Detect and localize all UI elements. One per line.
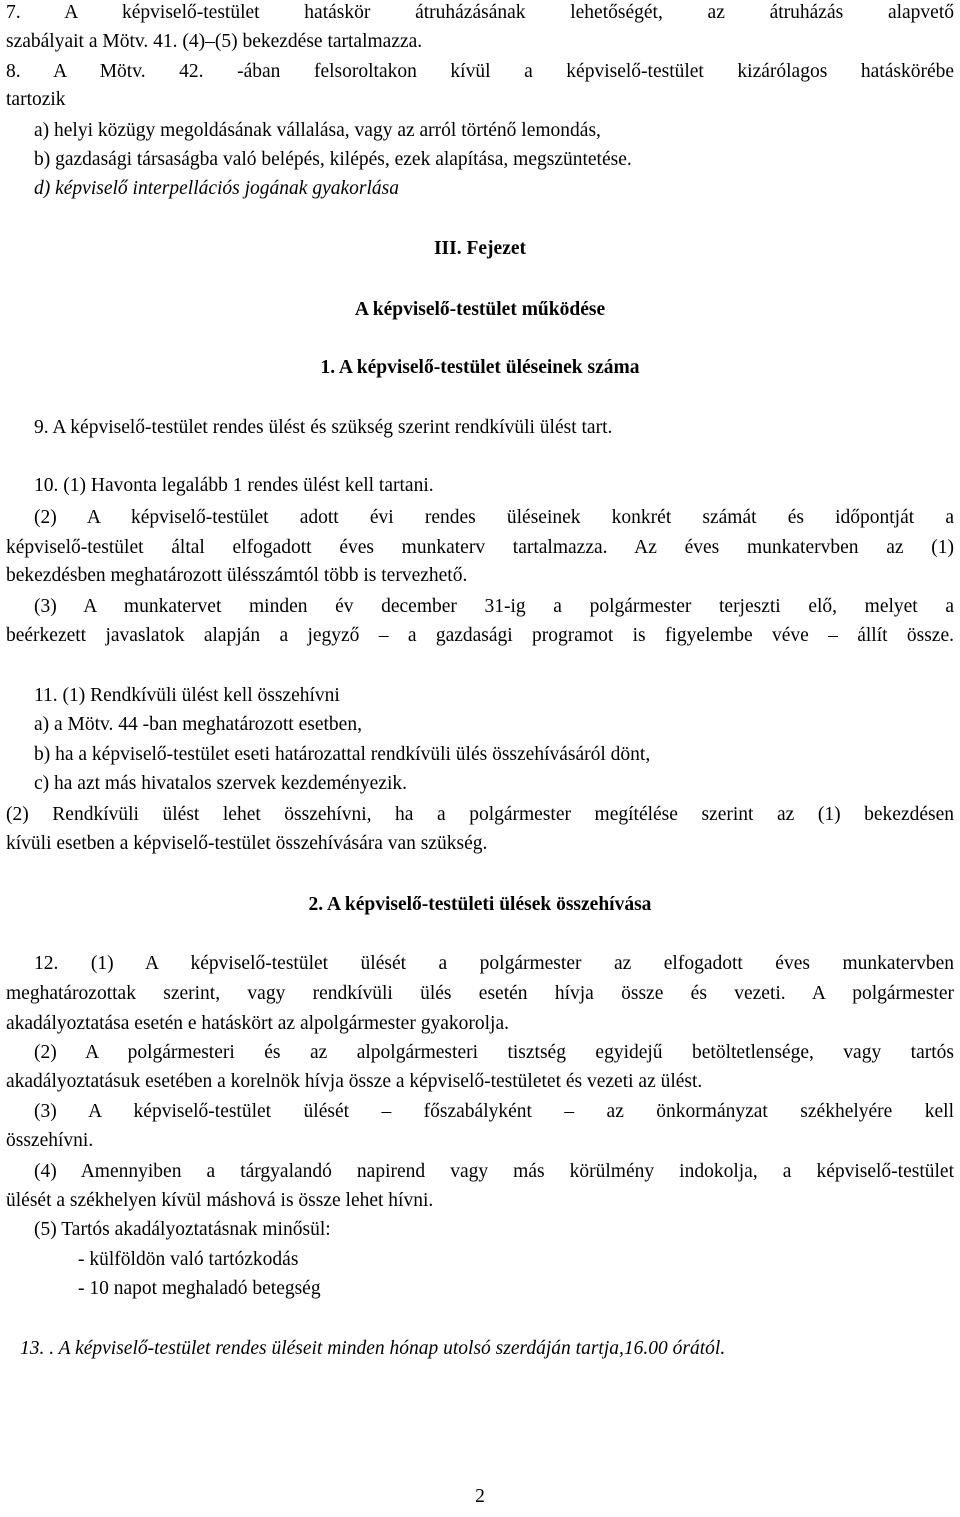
text-line: szabályait a Mötv. 41. (4)–(5) bekezdése tartalmazza.: [6, 31, 423, 52]
text-line: képviselő-testület által elfogadott éves munkaterv tartalmazza. Az éves munkatervben az (1): [6, 537, 954, 558]
text-line: összehívni.: [6, 1130, 94, 1151]
text-line: (4) Amennyiben a tárgyalandó napirend vagy más körülmény indokolja, a képviselő-testület: [34, 1161, 954, 1182]
text-line: (3) A munkatervet minden év december 31-ig a polgármester terjeszti elő, melyet a: [34, 596, 954, 617]
text-line: a) a Mötv. 44 -ban meghatározott esetben,: [34, 714, 362, 735]
text-line: (2) A képviselő-testület adott évi rendes üléseinek konkrét számát és időpontját a: [34, 507, 954, 528]
list-item: - külföldön való tartózkodás: [78, 1249, 299, 1270]
text-line: 10. (1) Havonta legalább 1 rendes ülést kell tartani.: [34, 475, 434, 496]
text-line: akadályoztatása esetén e hatáskört az alpolgármester gyakorolja.: [6, 1013, 509, 1034]
text-line: 13. . A képviselő-testület rendes üléseit minden hónap utolsó szerdáján tartja,16.00 órától.: [20, 1338, 726, 1359]
chapter-title: A képviselő-testület működése: [354, 299, 606, 320]
text-line: a) helyi közügy megoldásának vállalása, vagy az arról történő lemondás,: [34, 120, 601, 141]
text-line: beérkezett javaslatok alapján a jegyző – a gazdasági programot is figyelembe véve – állít össze.: [6, 625, 954, 646]
page-number: 2: [475, 1486, 485, 1507]
list-item: - 10 napot meghaladó betegség: [78, 1278, 321, 1299]
text-line: c) ha azt más hivatalos szervek kezdeményezik.: [34, 773, 408, 794]
text-line: meghatározottak szerint, vagy rendkívüli ülés esetén hívja össze és vezeti. A polgármester: [6, 983, 954, 1004]
text-line: 8. A Mötv. 42. -ában felsoroltakon kívül a képviselő-testület kizárólagos hatáskörébe: [6, 61, 954, 82]
text-line: (2) A polgármesteri és az alpolgármesteri tisztség egyidejű betöltetlensége, vagy tartós: [34, 1042, 954, 1063]
text-line: (2) Rendkívüli ülést lehet összehívni, ha a polgármester megítélése szerint az (1) bekezdésen: [6, 804, 954, 825]
text-line: bekezdésben meghatározott ülésszámtól több is tervezhető.: [6, 565, 468, 586]
chapter-heading: III. Fejezet: [433, 238, 527, 259]
text-line: d) képviselő interpellációs jogának gyakorlása: [34, 178, 399, 199]
text-line: 9. A képviselő-testület rendes ülést és szükség szerint rendkívüli ülést tart.: [34, 417, 613, 438]
text-line: 11. (1) Rendkívüli ülést kell összehívni: [34, 685, 340, 706]
text-line: kívüli esetben a képviselő-testület összehívására van szükség.: [6, 833, 488, 854]
section-heading: 2. A képviselő-testületi ülések összehívása: [308, 894, 652, 915]
section-heading: 1. A képviselő-testület üléseinek száma: [320, 357, 640, 378]
text-line: (3) A képviselő-testület ülését – főszabályként – az önkormányzat székhelyére kell: [34, 1101, 954, 1122]
text-line: 7. A képviselő-testület hatáskör átruházásának lehetőségét, az átruházás alapvető: [6, 2, 954, 23]
text-line: 12. (1) A képviselő-testület ülését a polgármester az elfogadott éves munkatervben: [34, 953, 954, 974]
text-line: akadályoztatásuk esetében a korelnök hívja össze a képviselő-testületet és vezeti az ülést.: [6, 1071, 703, 1092]
text-line: b) ha a képviselő-testület eseti határozattal rendkívüli ülés összehívásáról dönt,: [34, 744, 651, 765]
text-line: ülését a székhelyen kívül máshová is össze lehet hívni.: [6, 1190, 434, 1211]
text-line: b) gazdasági társaságba való belépés, kilépés, ezek alapítása, megszüntetése.: [34, 149, 632, 170]
text-line: tartozik: [6, 89, 66, 110]
text-line: (5) Tartós akadályoztatásnak minősül:: [34, 1219, 331, 1240]
